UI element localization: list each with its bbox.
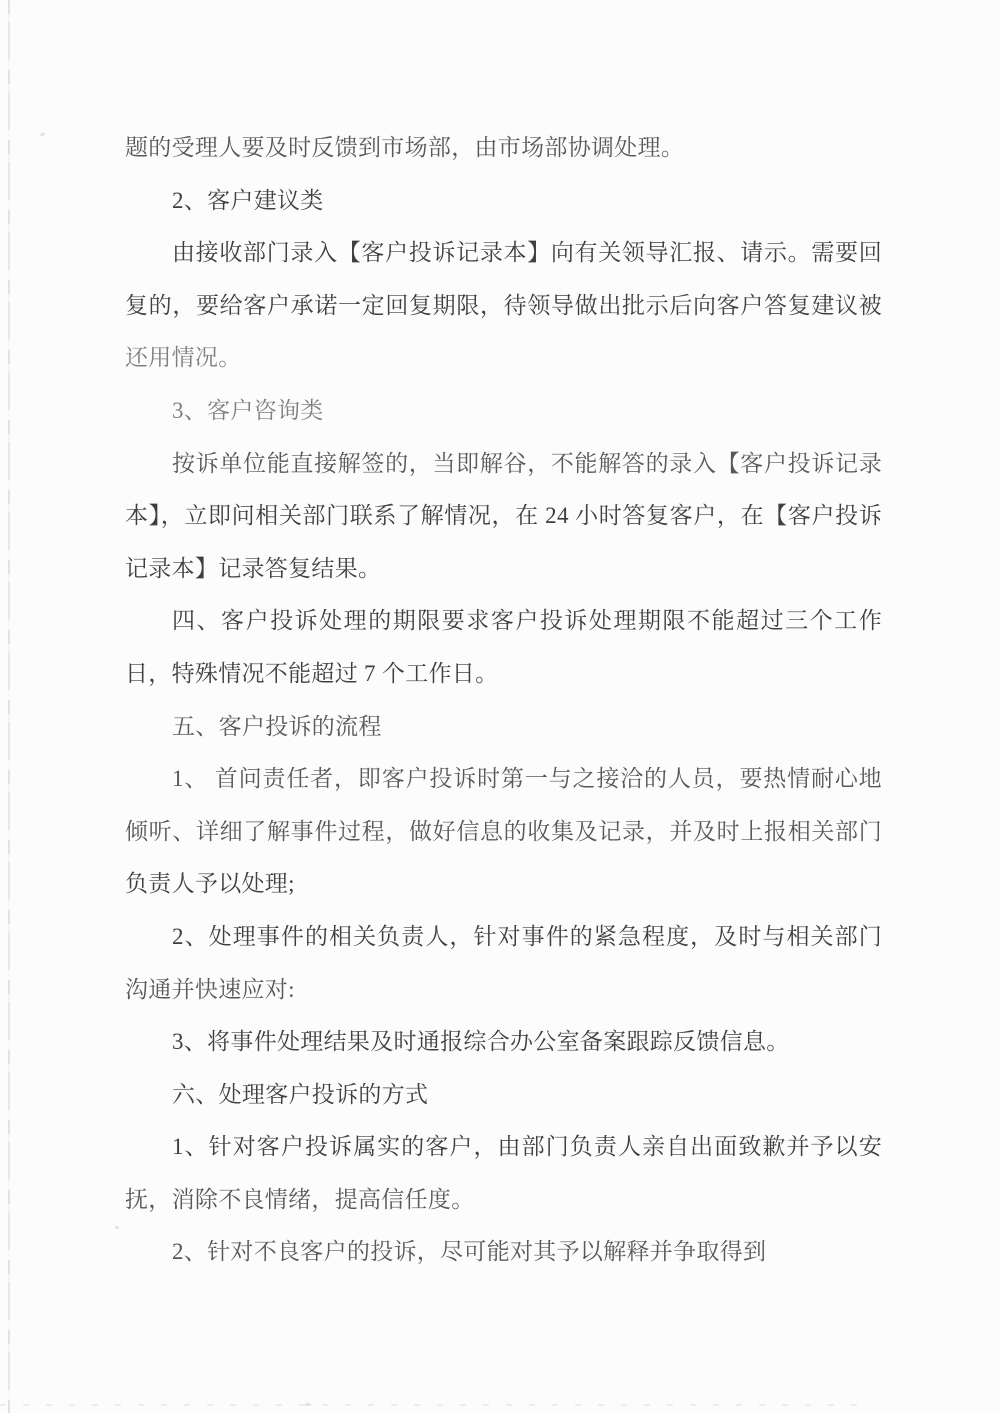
document-line: 负责人予以处理;	[125, 871, 295, 897]
document-line: 题的受理人要及时反馈到市场部，由市场部协调处理。	[125, 135, 685, 160]
text-block	[125, 122, 882, 1279]
document-line: 沟通并快速应对:	[125, 976, 295, 1002]
document-line: 按诉单位能直接解签的，当即解谷，不能解答的录入【客户投诉记录	[172, 450, 882, 476]
scan-speck-artifact	[115, 1226, 119, 1229]
document-line: 3、客户咨询类	[172, 397, 324, 423]
document-line: 2、客户建议类	[172, 187, 324, 213]
document-line: 六、处理客户投诉的方式	[172, 1081, 429, 1107]
document-line: 还用情况。	[125, 345, 242, 371]
document-line: 1、 首问责任者，即客户投诉时第一与之接洽的人员，要热情耐心地	[172, 766, 882, 792]
document-line: 复的，要给客户承诺一定回复期限，待领导做出批示后向客户答复建议被	[125, 292, 882, 318]
document-line: 由接收部门录入【客户投诉记录本】向有关领导汇报、请示。需要回	[172, 240, 882, 266]
scan-left-edge-artifact	[8, 0, 10, 1413]
document-line: 日，特殊情况不能超过 7 个工作日。	[125, 660, 499, 686]
scan-speck-artifact	[40, 132, 46, 137]
scan-bottom-edge-artifact	[0, 1404, 870, 1406]
scan-speck-artifact	[305, 1403, 311, 1406]
document-line: 抚，消除不良情绪，提高信任度。	[125, 1186, 475, 1212]
document-line: 记录本】记录答复结果。	[125, 555, 382, 581]
document-line: 1、针对客户投诉属实的客户，由部门负责人亲自出面致歉并予以安	[172, 1134, 882, 1160]
document-line: 五、客户投诉的流程	[172, 713, 382, 739]
document-line: 3、将事件处理结果及时通报综合办公室备案跟踪反馈信息。	[172, 1029, 790, 1055]
document-line: 本】，立即问相关部门联系了解情况，在 24 小时答复客户，在【客户投诉	[125, 503, 882, 529]
document-line: 2、处理事件的相关负责人，针对事件的紧急程度，及时与相关部门	[172, 923, 882, 949]
document-line: 倾听、详细了解事件过程，做好信息的收集及记录，并及时上报相关部门	[125, 818, 882, 844]
document-line: 2、针对不良客户的投诉，尽可能对其予以解释并争取得到	[172, 1239, 767, 1265]
document-line: 四、客户投诉处理的期限要求客户投诉处理期限不能超过三个工作	[172, 608, 882, 634]
